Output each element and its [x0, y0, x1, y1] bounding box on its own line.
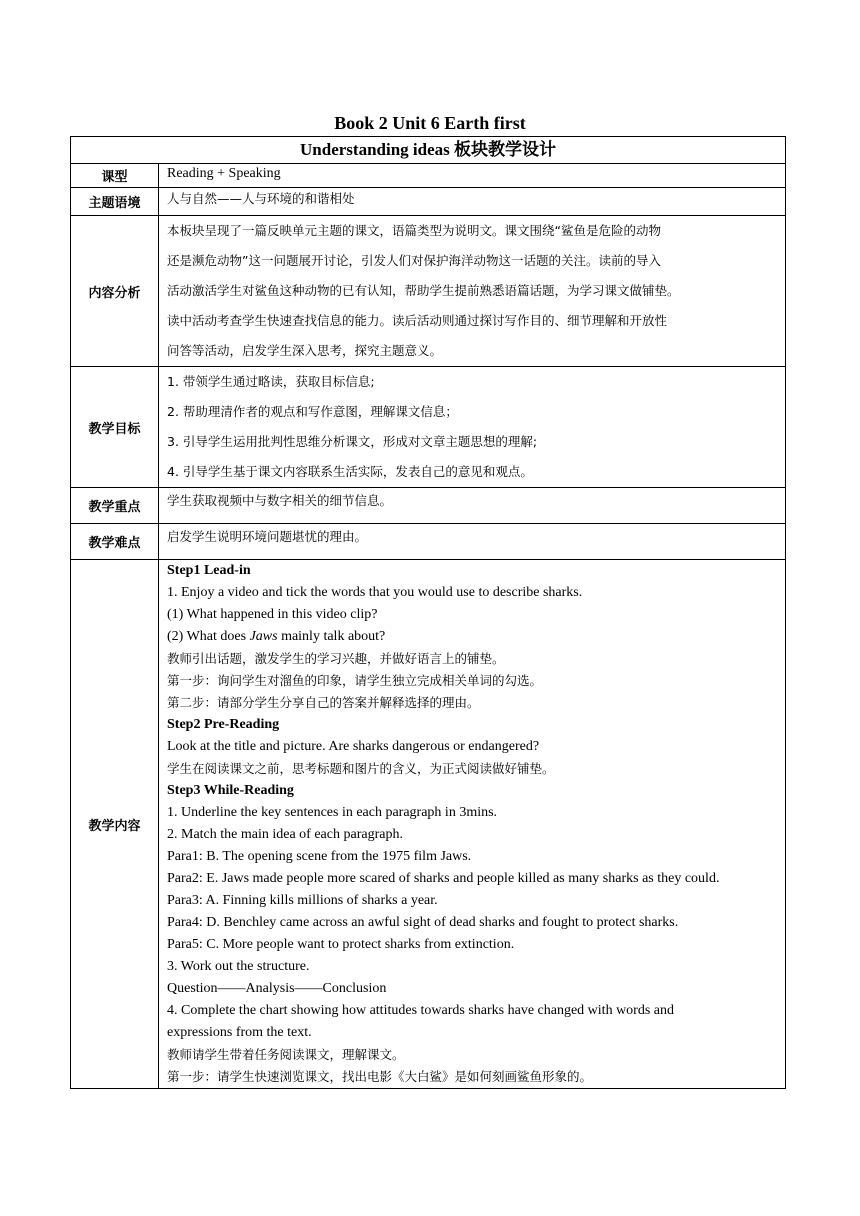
step2-note: 学生在阅读课文之前，思考标题和图片的含义，为正式阅读做好铺垫。 [167, 761, 555, 776]
step1-task: 1. Enjoy a video and tick the words that you would use to describe sharks. [167, 585, 583, 600]
step2-task: Look at the title and picture. Are sharks dangerous or endangered? [167, 739, 540, 754]
step1-question-1: (1) What happened in this video clip? [167, 607, 378, 622]
step3-line: 3. Work out the structure. [167, 959, 310, 974]
analysis-line: 活动激活学生对鲨鱼这种动物的已有认知，帮助学生提前熟悉语篇话题，为学习课文做铺垫。 [167, 283, 680, 298]
label-content: 教学内容 [71, 560, 159, 1089]
step1-note: 第一步：询问学生对溜鱼的印象，请学生独立完成相关单词的勾选。 [167, 673, 543, 688]
lesson-plan-table [70, 136, 786, 1089]
objective-item: 4. 引导学生基于课文内容联系生活实际，发表自己的意见和观点。 [167, 464, 533, 479]
value-lesson-type [159, 164, 786, 188]
step3-line: Para4: D. Benchley came across an awful sight of dead sharks and fought to protect sharks. [167, 915, 679, 930]
row-key-points [71, 488, 786, 524]
label-lesson-type: 课型 [71, 164, 159, 188]
subtitle-row [71, 137, 786, 164]
value-content [159, 560, 786, 1089]
row-theme [71, 188, 786, 216]
label-theme: 主题语境 [71, 188, 159, 216]
theme-text: 人与自然——人与环境的和谐相处 [167, 191, 355, 206]
analysis-line: 读中活动考查学生快速查找信息的能力。读后活动则通过探讨写作目的、细节理解和开放性 [167, 313, 668, 328]
row-lesson-type [71, 164, 786, 188]
step1-note: 教师引出话题，激发学生的学习兴趣，并做好语言上的铺垫。 [167, 651, 505, 666]
step3-line: Para5: C. More people want to protect sharks from extinction. [167, 937, 515, 952]
step3-line: Para2: E. Jaws made people more scared of sharks and people killed as many sharks as they could. [167, 871, 720, 886]
step1-heading: Step1 Lead-in [167, 563, 251, 578]
step1-q2-prefix: (2) What does [167, 629, 250, 644]
value-theme [159, 188, 786, 216]
analysis-line: 还是濒危动物”这一问题展开讨论，引发人们对保护海洋动物这一话题的关注。读前的导入 [167, 253, 661, 268]
row-objectives [71, 367, 786, 488]
step3-note: 教师请学生带着任务阅读课文，理解课文。 [167, 1047, 405, 1062]
objective-item: 1. 带领学生通过略读，获取目标信息; [167, 374, 375, 389]
document-subtitle: Understanding ideas 板块教学设计 [71, 137, 786, 164]
key-points-text: 学生获取视频中与数字相关的细节信息。 [167, 493, 393, 508]
analysis-line: 本板块呈现了一篇反映单元主题的课文，语篇类型为说明文。课文围绕“鲨鱼是危险的动物 [167, 223, 661, 238]
step3-line: 1. Underline the key sentences in each paragraph in 3mins. [167, 805, 498, 820]
step1-note: 第二步：请部分学生分享自己的答案并解释选择的理由。 [167, 695, 480, 710]
step1-q2-suffix: mainly talk about? [277, 629, 386, 644]
lesson-type-text: Reading + Speaking [167, 166, 281, 181]
document-title: Book 2 Unit 6 Earth first [334, 113, 526, 133]
step3-line: Question——Analysis——Conclusion [167, 981, 387, 996]
label-difficulties: 教学难点 [71, 524, 159, 560]
step3-line: 2. Match the main idea of each paragraph. [167, 827, 403, 842]
step3-line: 4. Complete the chart showing how attitudes towards sharks have changed with words and [167, 1003, 675, 1018]
row-content [71, 560, 786, 1089]
difficulties-text: 启发学生说明环境问题堪忧的理由。 [167, 529, 368, 544]
step3-line: Para3: A. Finning kills millions of sharks a year. [167, 893, 438, 908]
label-analysis: 内容分析 [71, 216, 159, 367]
label-objectives: 教学目标 [71, 367, 159, 488]
value-objectives [159, 367, 786, 488]
analysis-line: 问答等活动，启发学生深入思考，探究主题意义。 [167, 343, 443, 358]
objective-item: 2. 帮助理清作者的观点和写作意图，理解课文信息； [167, 404, 458, 419]
step3-heading: Step3 While-Reading [167, 783, 294, 798]
value-analysis [159, 216, 786, 367]
step3-line: Para1: B. The opening scene from the 1975 film Jaws. [167, 849, 472, 864]
step1-q2-film-title: Jaws [249, 629, 278, 644]
step3-line: expressions from the text. [167, 1025, 312, 1040]
value-key-points [159, 488, 786, 524]
step3-note: 第一步：请学生快速浏览课文，找出电影《大白鲨》是如何刻画鲨鱼形象的。 [167, 1069, 593, 1084]
step2-heading: Step2 Pre-Reading [167, 717, 280, 732]
row-analysis [71, 216, 786, 367]
label-key-points: 教学重点 [71, 488, 159, 524]
objective-item: 3. 引导学生运用批判性思维分析课文，形成对文章主题思想的理解; [167, 434, 538, 449]
row-difficulties [71, 524, 786, 560]
step1-question-2 [167, 626, 781, 648]
value-difficulties [159, 524, 786, 560]
